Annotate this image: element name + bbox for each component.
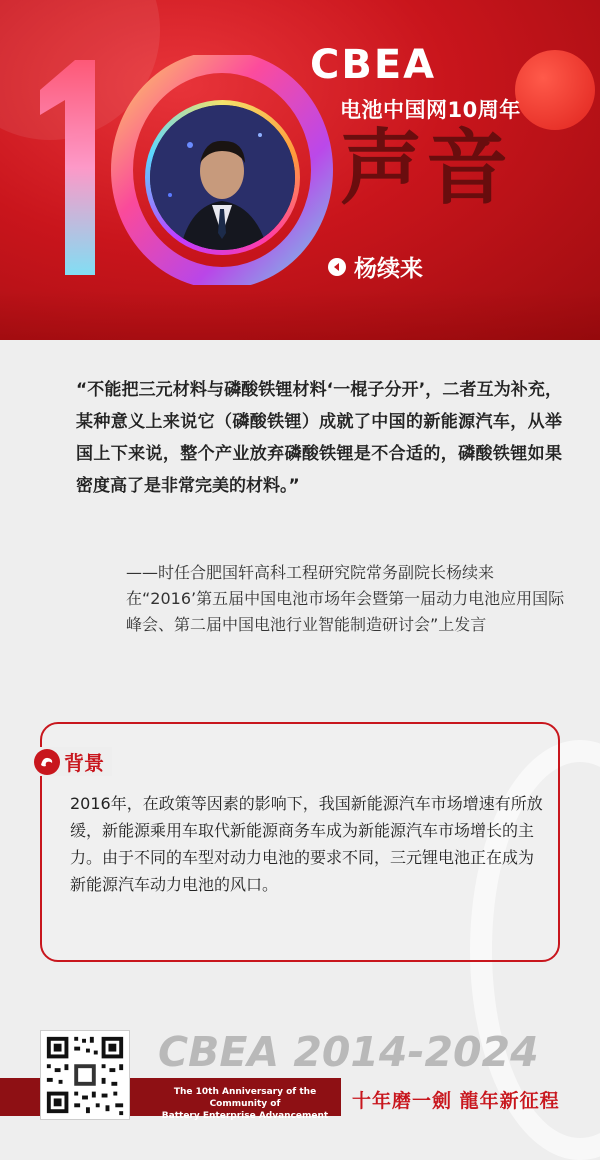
quote-text: “不能把三元材料与磷酸铁锂材料‘一棍子分开’，二者互为补充，某种意义上来说它（磷酸铁锂）成就了中国的新能源汽车，从举国上下来说，整个产业放弃磷酸铁锂是不合适的，磷酸铁锂如果密度高了是非常完美的材料。”: [76, 380, 562, 496]
cbea-logo: [310, 44, 510, 84]
qr-code[interactable]: [40, 1030, 130, 1120]
section-title: 声音: [340, 121, 513, 216]
background-heading: [34, 747, 112, 776]
speaker-name: 杨续来: [354, 256, 423, 282]
speaker-name-row: [328, 250, 423, 283]
svg-text:CBEA: CBEA: [310, 44, 437, 84]
footer-band-line1: The 10th Anniversary of the Community of: [173, 1087, 317, 1109]
background-text: 2016年，在政策等因素的影响下，我国新能源汽车市场增速有所放缓，新能源乘用车取代新能源商务车成为新能源汽车市场增长的主力。由于不同的车型对动力电池的要求不同，三元锂电池正在成为新能源汽车动力电池的风口。: [70, 794, 543, 894]
speaker-photo-frame: [145, 100, 300, 255]
background-title: 背景: [64, 751, 104, 775]
anniversary-years: CBEA 2014-2024: [158, 1028, 539, 1076]
footer-band-text: [150, 1086, 340, 1122]
hero-banner: [0, 0, 600, 340]
dragon-badge-icon: [34, 749, 60, 775]
brand-subtitle: 电池中国网10周年: [340, 98, 521, 122]
big-number-one: [30, 50, 100, 280]
play-icon: [328, 258, 346, 276]
footer-band-line2: Battery Enterprise Advancement: [161, 1111, 329, 1121]
decorative-stripe: [0, 290, 600, 340]
speaker-photo: [150, 105, 295, 250]
slogan: 十年磨一劍 龍年新征程: [352, 1090, 560, 1112]
quote-attribution: ——时任合肥国轩高科工程研究院常务副院长杨续来在“2016’第五届中国电池市场年会暨第一届动力电池应用国际峰会、第二届中国电池行业智能制造研讨会”上发言: [126, 563, 565, 634]
